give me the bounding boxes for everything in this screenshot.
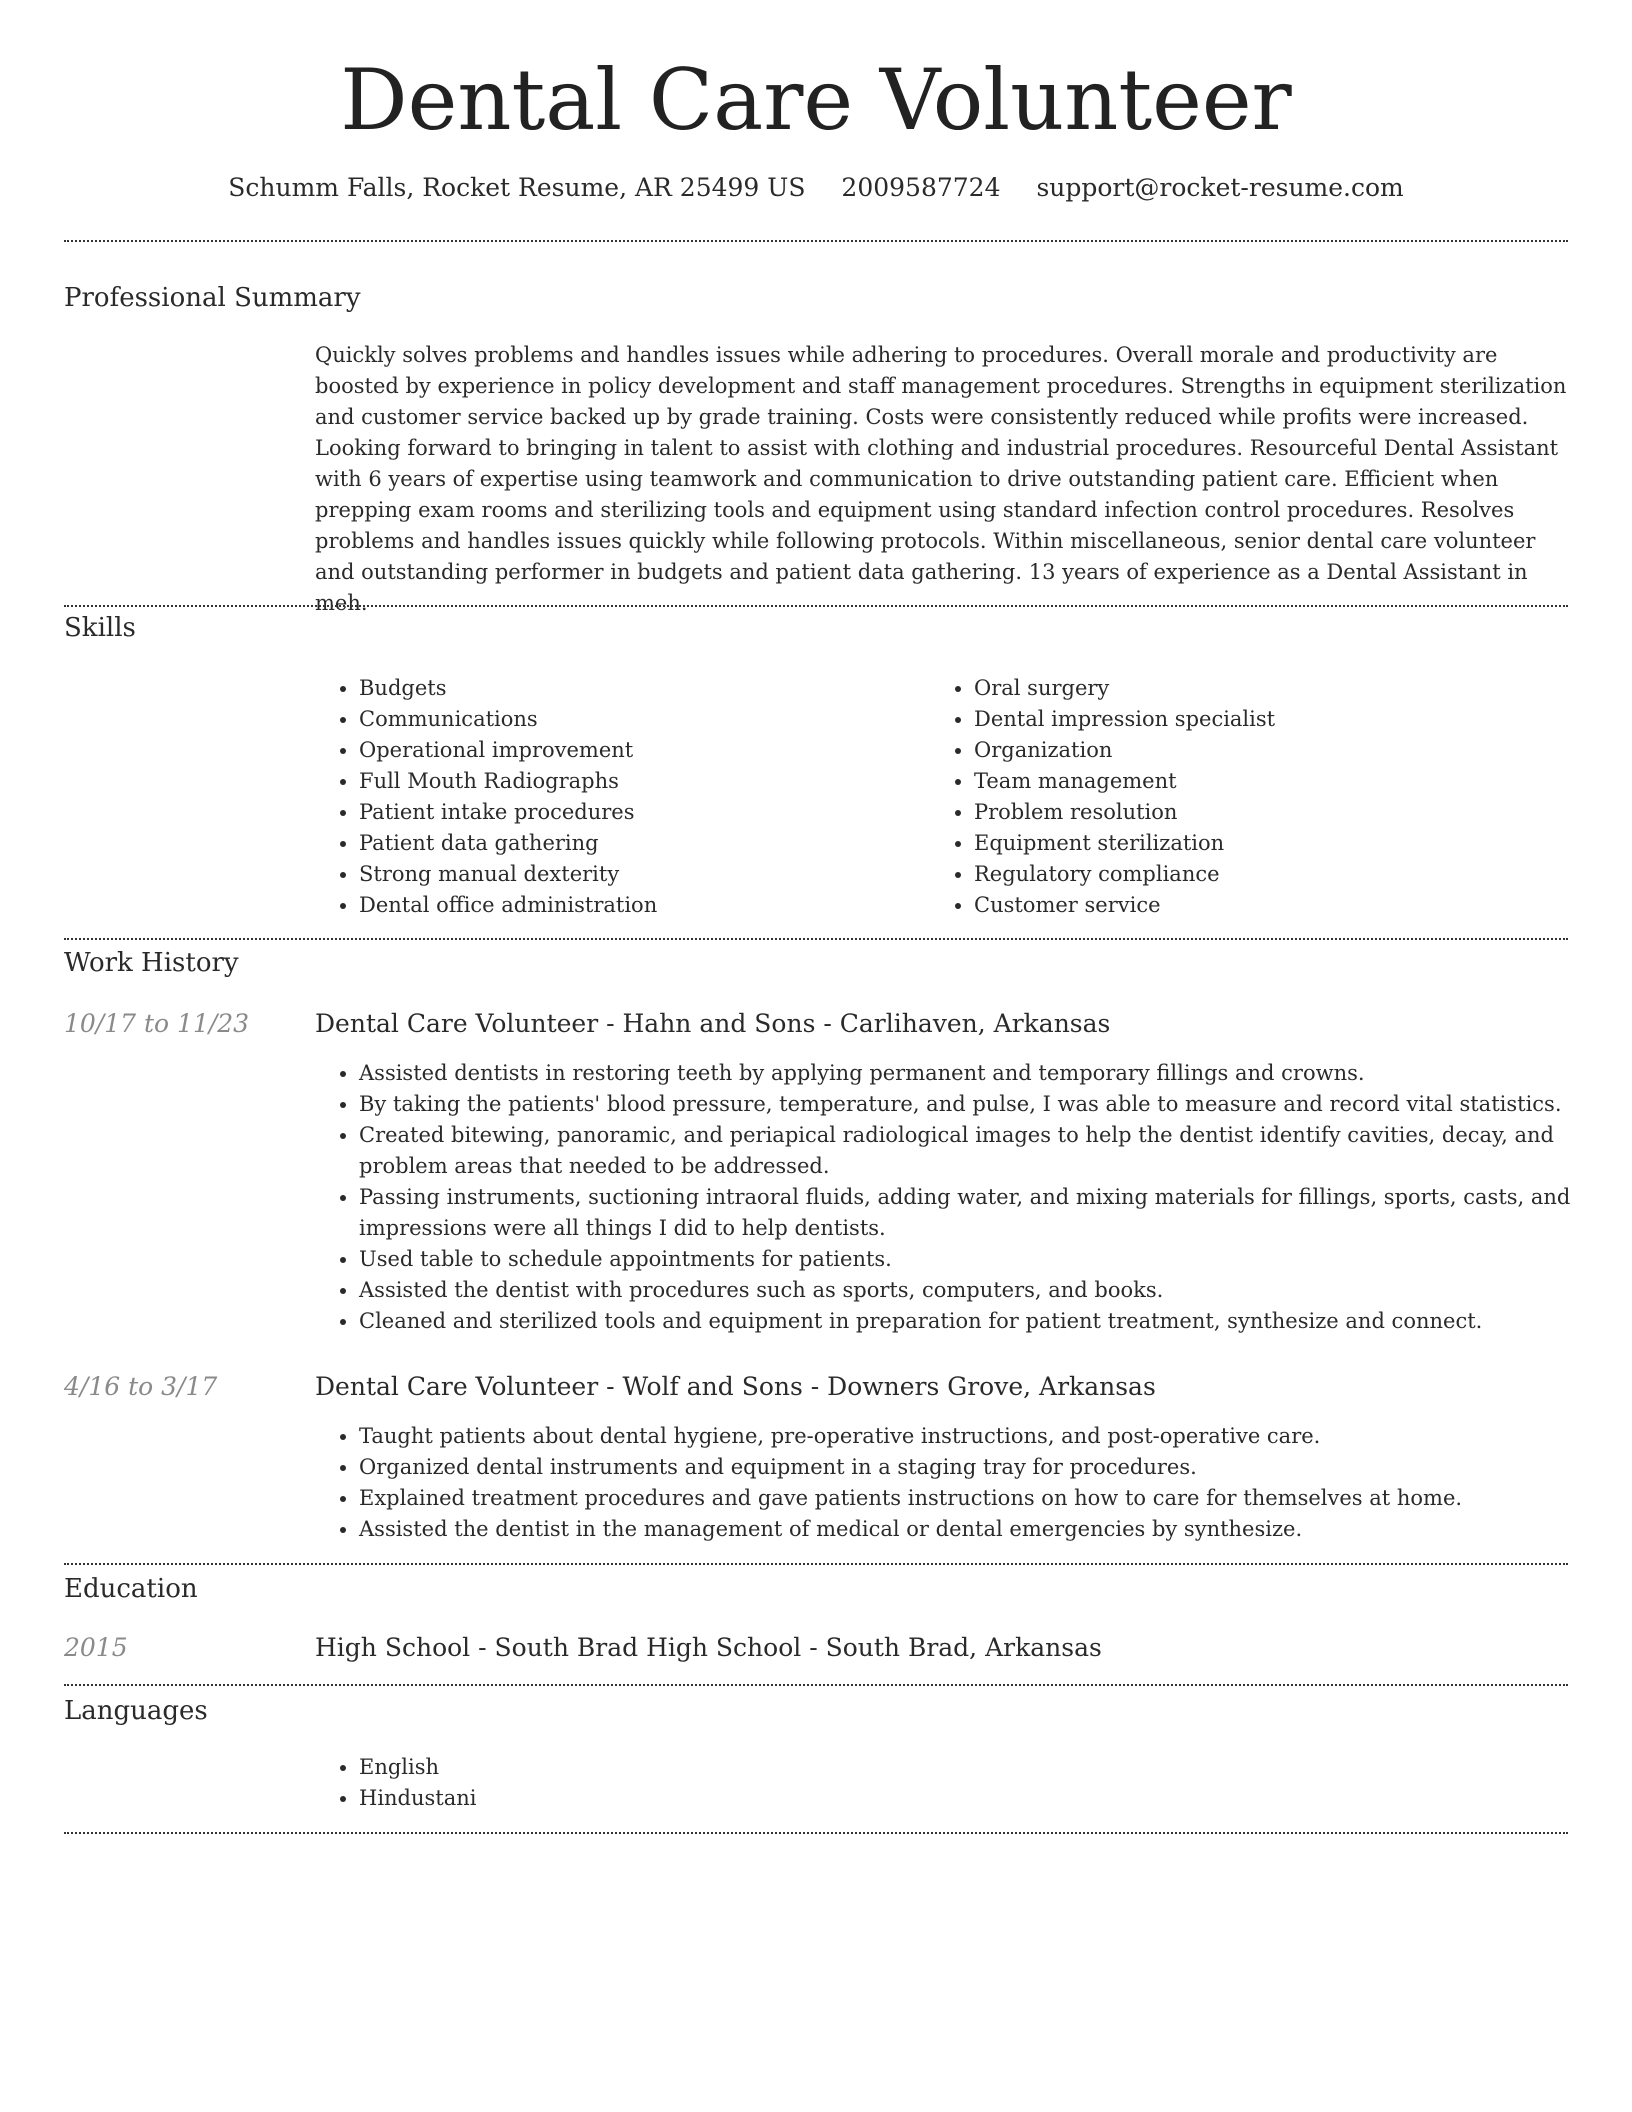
job-heading: Dental Care Volunteer - Hahn and Sons - Carlihaven, Arkansas [315, 1009, 1111, 1038]
section-divider [64, 1832, 1568, 1834]
languages-heading: Languages [64, 1696, 208, 1726]
skill-item: • Organization [974, 735, 1275, 766]
skill-item: • Dental office administration [359, 890, 657, 921]
job-dates: 10/17 to 11/23 [64, 1009, 250, 1038]
job-bullet: • By taking the patients' blood pressure, temperature, and pulse, I was able to measure and record vital statistics. [359, 1089, 1612, 1120]
contact-address: Schumm Falls, Rocket Resume, AR 25499 US [228, 173, 806, 202]
education-heading-line: High School - South Brad High School - South Brad, Arkansas [315, 1633, 1102, 1662]
job-heading: Dental Care Volunteer - Wolf and Sons - Downers Grove, Arkansas [315, 1372, 1156, 1401]
education-date: 2015 [64, 1633, 128, 1662]
job-bullet: • Explained treatment procedures and gave patients instructions on how to care for themselves at home. [359, 1483, 1612, 1514]
work-history-heading: Work History [64, 948, 239, 978]
skill-item: • Communications [359, 704, 657, 735]
job-bullet: • Assisted the dentist in the management of medical or dental emergencies by synthesize. [359, 1514, 1612, 1545]
skill-item: • Full Mouth Radiographs [359, 766, 657, 797]
summary-text: Quickly solves problems and handles issues while adhering to procedures. Overall morale and productivity are boosted by experience in policy development and staff management procedures. Strengths in equipment sterilization and customer service backed up by grade training. Costs were consistently reduced while profits were increased. Looking forward to bringing in talent to assist with clothing and industrial procedures. Resourceful Dental Assistant with 6 years of expertise using teamwork and communication to drive outstanding patient care. Efficient when prepping exam rooms and sterilizing tools and equipment using standard infection control procedures. Resolves problems and handles issues quickly while following protocols. Within miscellaneous, senior dental care volunteer and outstanding performer in budgets and patient data gathering. 13 years of experience as a Dental Assistant in meh. [315, 343, 1567, 615]
job-bullet: • Assisted the dentist with procedures such as sports, computers, and books. [359, 1275, 1612, 1306]
skill-item: • Oral surgery [974, 673, 1275, 704]
language-item: • Hindustani [359, 1783, 1612, 1814]
skill-item: • Customer service [974, 890, 1275, 921]
section-divider [64, 240, 1568, 242]
contact-email: support@rocket-resume.com [1036, 173, 1404, 202]
job-bullet: • Cleaned and sterilized tools and equipment in preparation for patient treatment, synthesize and connect. [359, 1306, 1612, 1337]
section-divider [64, 938, 1568, 940]
skill-item: • Strong manual dexterity [359, 859, 657, 890]
languages-list [315, 1752, 1612, 1814]
contact-phone: 2009587724 [841, 173, 1001, 202]
skill-item: • Team management [974, 766, 1275, 797]
job-bullet: • Taught patients about dental hygiene, pre-operative instructions, and post-operative care. [359, 1421, 1612, 1452]
job-bullets [315, 1058, 1612, 1337]
education-heading: Education [64, 1574, 198, 1604]
summary-heading: Professional Summary [64, 283, 361, 313]
job-bullet: • Assisted dentists in restoring teeth by applying permanent and temporary fillings and crowns. [359, 1058, 1612, 1089]
skill-item: • Patient intake procedures [359, 797, 657, 828]
skill-item: • Operational improvement [359, 735, 657, 766]
resume-name: Dental Care Volunteer [340, 51, 1292, 149]
skill-item: • Problem resolution [974, 797, 1275, 828]
section-divider [64, 1563, 1568, 1565]
contact-line [0, 170, 1632, 206]
job-bullet: • Used table to schedule appointments for patients. [359, 1244, 1612, 1275]
section-divider [64, 605, 1568, 607]
job-bullet: • Passing instruments, suctioning intraoral fluids, adding water, and mixing materials for fillings, sports, casts, and impressions were all things I did to help dentists. [359, 1182, 1612, 1244]
skills-list-right [930, 673, 1275, 921]
skills-heading: Skills [64, 613, 136, 643]
job-bullet: • Organized dental instruments and equipment in a staging tray for procedures. [359, 1452, 1612, 1483]
language-item: • English [359, 1752, 1612, 1783]
skill-item: • Dental impression specialist [974, 704, 1275, 735]
skill-item: • Equipment sterilization [974, 828, 1275, 859]
job-dates: 4/16 to 3/17 [64, 1372, 218, 1401]
job-bullets [315, 1421, 1612, 1545]
skill-item: • Budgets [359, 673, 657, 704]
section-divider [64, 1684, 1568, 1686]
job-bullet: • Created bitewing, panoramic, and periapical radiological images to help the dentist identify cavities, decay, and problem areas that needed to be addressed. [359, 1120, 1612, 1182]
skill-item: • Patient data gathering [359, 828, 657, 859]
skill-item: • Regulatory compliance [974, 859, 1275, 890]
skills-list-left [315, 673, 657, 921]
